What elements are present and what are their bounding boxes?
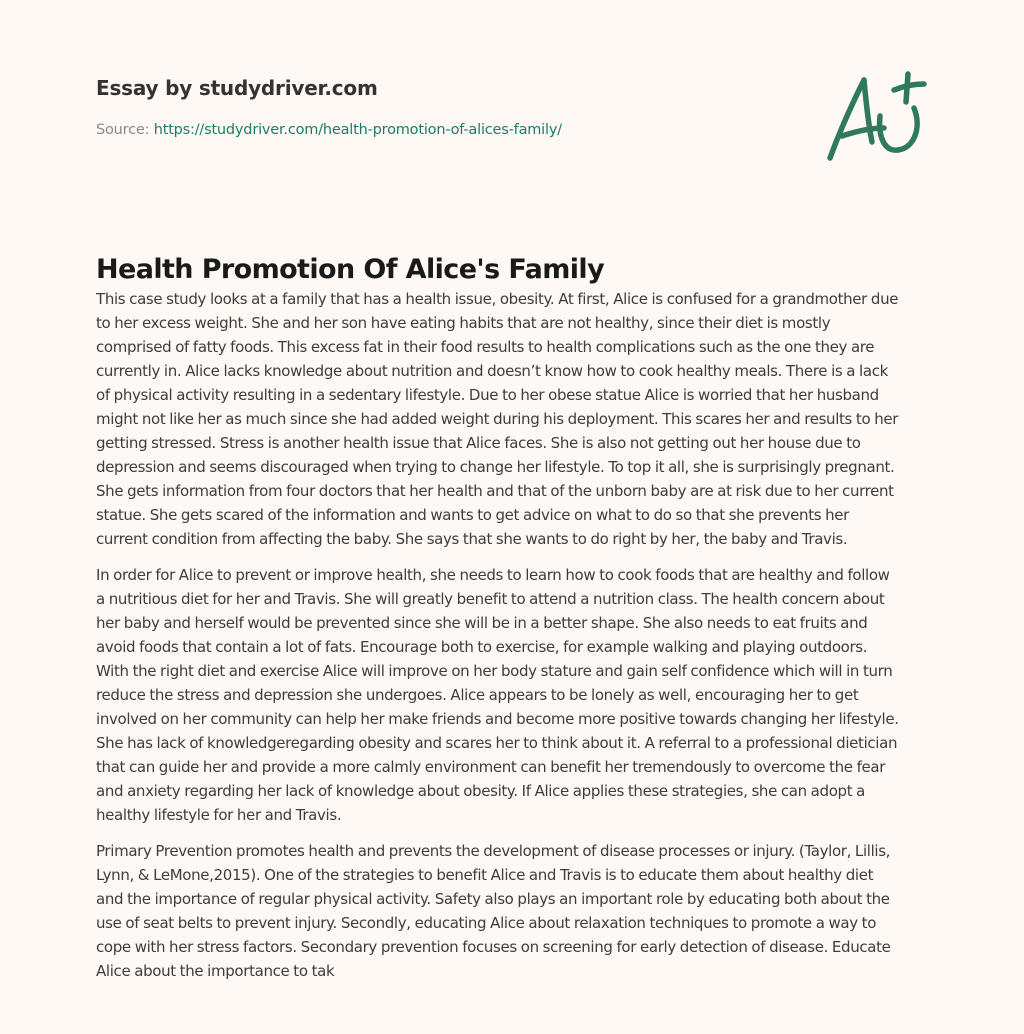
paragraph-line: comprised of fatty foods. This excess fat in their food results to health complications such as the one they are [96, 338, 875, 356]
paragraph-line: current condition from affecting the baby. She says that she wants to do right by her, the baby and Travis. [96, 530, 848, 548]
paragraph-line: This case study looks at a family that has a health issue, obesity. At first, Alice is confused for a grandmother due [96, 290, 899, 308]
paragraph-line: cope with her stress factors. Secondary prevention focuses on screening for early detection of disease. Educate [96, 938, 891, 956]
site-title: Essay by studydriver.com [96, 76, 378, 100]
paragraph-line: She has lack of knowledgeregarding obesity and scares her to think about it. A referral to a professional dietician [96, 734, 898, 752]
paragraph-line: and the importance of regular physical activity. Safety also plays an important role by educating both about the [96, 890, 890, 908]
paragraph-line: reduce the stress and depression she undergoes. Alice appears to be lonely as well, encouraging her to get [96, 686, 859, 704]
paragraph-line: Alice about the importance to tak [96, 962, 335, 980]
source-line [96, 122, 796, 138]
paragraph-line: healthy lifestyle for her and Travis. [96, 806, 342, 824]
paragraph-line: might not like her as much since she had added weight during his deployment. This scares her and results to her [96, 410, 899, 428]
paragraph-line: depression and seems discouraged when trying to change her lifestyle. To top it all, she is surprisingly pregnant. [96, 458, 895, 476]
paragraph-line: her baby and herself would be prevented since she will be in a better shape. She also needs to eat fruits and [96, 614, 868, 632]
paragraph-line: use of seat belts to prevent injury. Secondly, educating Alice about relaxation techniques to promote a way to [96, 914, 877, 932]
essay-paragraph-2 [96, 563, 936, 827]
paragraph-line: statue. She gets scared of the information and wants to get advice on what to do so that she prevents her [96, 506, 849, 524]
paragraph-line: and anxiety regarding her lack of knowledge about obesity. If Alice applies these strategies, she can adopt a [96, 782, 865, 800]
source-link[interactable]: https://studydriver.com/health-promotion-of-alices-family/ [153, 122, 562, 138]
essay-body [96, 287, 936, 995]
a-plus-grade-icon [822, 66, 932, 166]
paragraph-line: to her excess weight. She and her son have eating habits that are not healthy, since their diet is mostly [96, 314, 831, 332]
essay-paragraph-3 [96, 839, 936, 983]
essay-paragraph-1 [96, 287, 936, 551]
paragraph-line: avoid foods that contain a lot of fats. Encourage both to exercise, for example walking and playing outdoors. [96, 638, 868, 656]
paragraph-line: Lynn, & LeMone,2015). One of the strategies to benefit Alice and Travis is to educate them about healthy diet [96, 866, 874, 884]
source-label: Source: [96, 122, 150, 138]
paragraph-line: that can guide her and provide a more calmly environment can benefit her tremendously to overcome the fear [96, 758, 886, 776]
paragraph-line: Primary Prevention promotes health and prevents the development of disease processes or injury. (Taylor, Lillis, [96, 842, 891, 860]
paragraph-line: currently in. Alice lacks knowledge about nutrition and doesn’t know how to cook healthy meals. There is a lack [96, 362, 888, 380]
paragraph-line: In order for Alice to prevent or improve health, she needs to learn how to cook foods that are healthy and follow [96, 566, 890, 584]
paragraph-line: getting stressed. Stress is another health issue that Alice faces. She is also not getting out her house due to [96, 434, 861, 452]
page-title: Health Promotion Of Alice's Family [96, 254, 605, 285]
paragraph-line: involved on her community can help her make friends and become more positive towards changing her lifestyle. [96, 710, 899, 728]
paragraph-line: a nutritious diet for her and Travis. She will greatly benefit to attend a nutrition class. The health concern about [96, 590, 885, 608]
paragraph-line: With the right diet and exercise Alice will improve on her body stature and gain self confidence which will in turn [96, 662, 893, 680]
essay-header [96, 76, 796, 138]
paragraph-line: of physical activity resulting in a sedentary lifestyle. Due to her obese statue Alice is worried that her husband [96, 386, 879, 404]
paragraph-line: She gets information from four doctors that her health and that of the unborn baby are at risk due to her current [96, 482, 894, 500]
